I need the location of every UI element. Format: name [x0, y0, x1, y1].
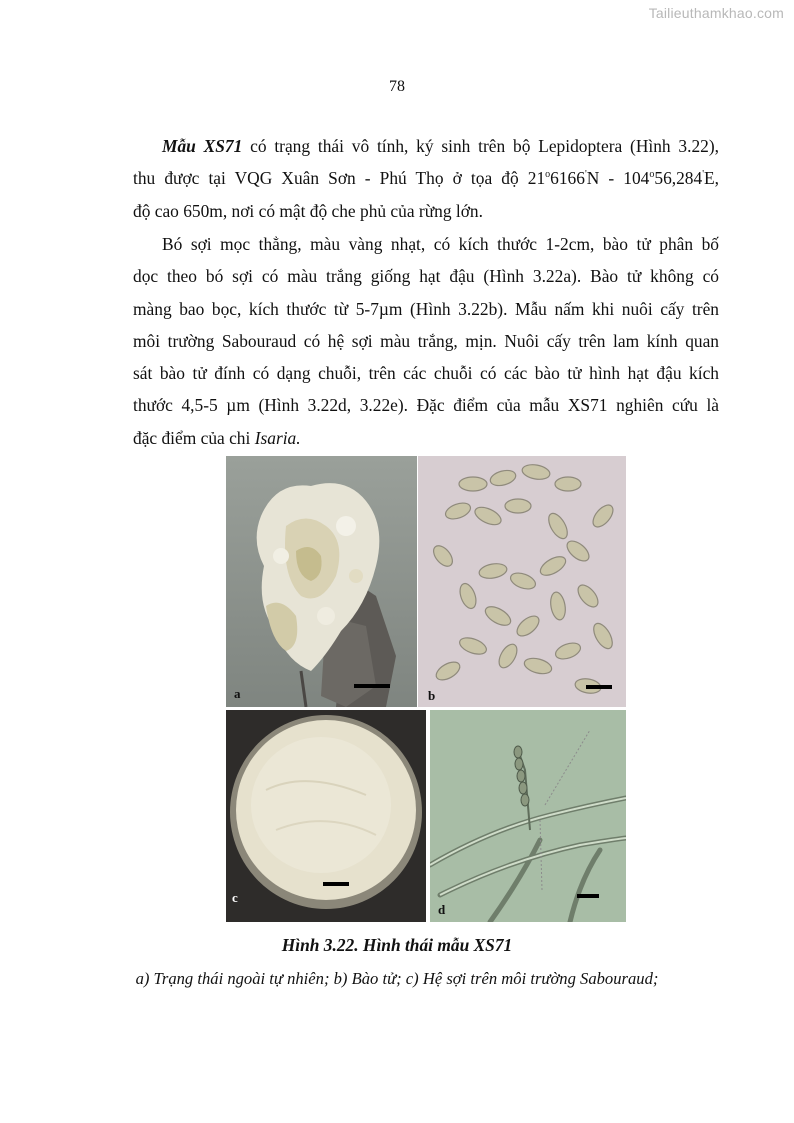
panel-d-scale-bar — [577, 894, 599, 898]
figure-caption-subtitle: a) Trạng thái ngoài tự nhiên; b) Bào tử; c) Hệ sợi trên môi trường Sabouraud; — [135, 969, 659, 988]
para1-line-3: độ cao 650m, nơi có mật độ che phủ của rừng lớn. — [133, 200, 483, 221]
para2-line-5: sát bào tử đính có dạng chuỗi, trên các chuỗi có các bào tử hình hạt đậu kích — [133, 363, 719, 384]
panel-b-spores — [418, 456, 626, 707]
panel-a-scale-bar — [354, 684, 390, 688]
figure-3-22 — [226, 456, 626, 922]
panel-a-label: a — [234, 686, 241, 701]
paragraph-1 — [133, 130, 719, 227]
panel-d-conidial-chains — [430, 710, 626, 922]
para2-line-7: đặc điểm của chi Isaria. — [133, 427, 301, 448]
para2-line-1: Bó sợi mọc thẳng, màu vàng nhạt, có kích thước 1-2cm, bào tử phân bố — [162, 234, 719, 254]
page-number: 78 — [389, 78, 405, 95]
panel-d-label: d — [438, 902, 446, 917]
figure-caption-title: Hình 3.22. Hình thái mẫu XS71 — [281, 935, 513, 955]
panel-c-culture — [226, 710, 426, 922]
para1-line-2: thu được tại VQG Xuân Sơn - Phú Thọ ở tọa độ 21$^o$6166'N - 104$^o$56,284'E, — [133, 168, 719, 189]
para2-line-3: màng bao bọc, kích thước từ 5-7µm (Hình 3.22b). Mẫu nấm khi nuôi cấy trên — [133, 298, 719, 319]
para2-line-2: dọc theo bó sợi có màu trắng giống hạt đậu (Hình 3.22a). Bào tử không có — [133, 266, 719, 287]
paragraph-2 — [133, 228, 719, 454]
panel-b-label: b — [428, 688, 436, 703]
specimen-name: Mẫu XS71 — [162, 136, 243, 156]
panel-b-scale-bar — [586, 685, 612, 689]
para1-line-1: Mẫu XS71 có trạng thái vô tính, ký sinh trên bộ Lepidoptera (Hình 3.22), — [162, 136, 719, 156]
panel-c-label: c — [232, 890, 238, 905]
para2-line-4: môi trường Sabouraud có hệ sợi màu trắng, mịn. Nuôi cấy trên lam kính quan — [133, 330, 719, 351]
panel-a-natural-state — [226, 456, 417, 707]
para2-line-6: thước 4,5-5 µm (Hình 3.22d, 3.22e). Đặc điểm của mẫu XS71 nghiên cứu là — [133, 395, 719, 416]
genus-name: Isaria. — [254, 427, 301, 448]
panel-c-scale-bar — [323, 882, 349, 886]
watermark: Tailieuthamkhao.com — [648, 5, 784, 21]
